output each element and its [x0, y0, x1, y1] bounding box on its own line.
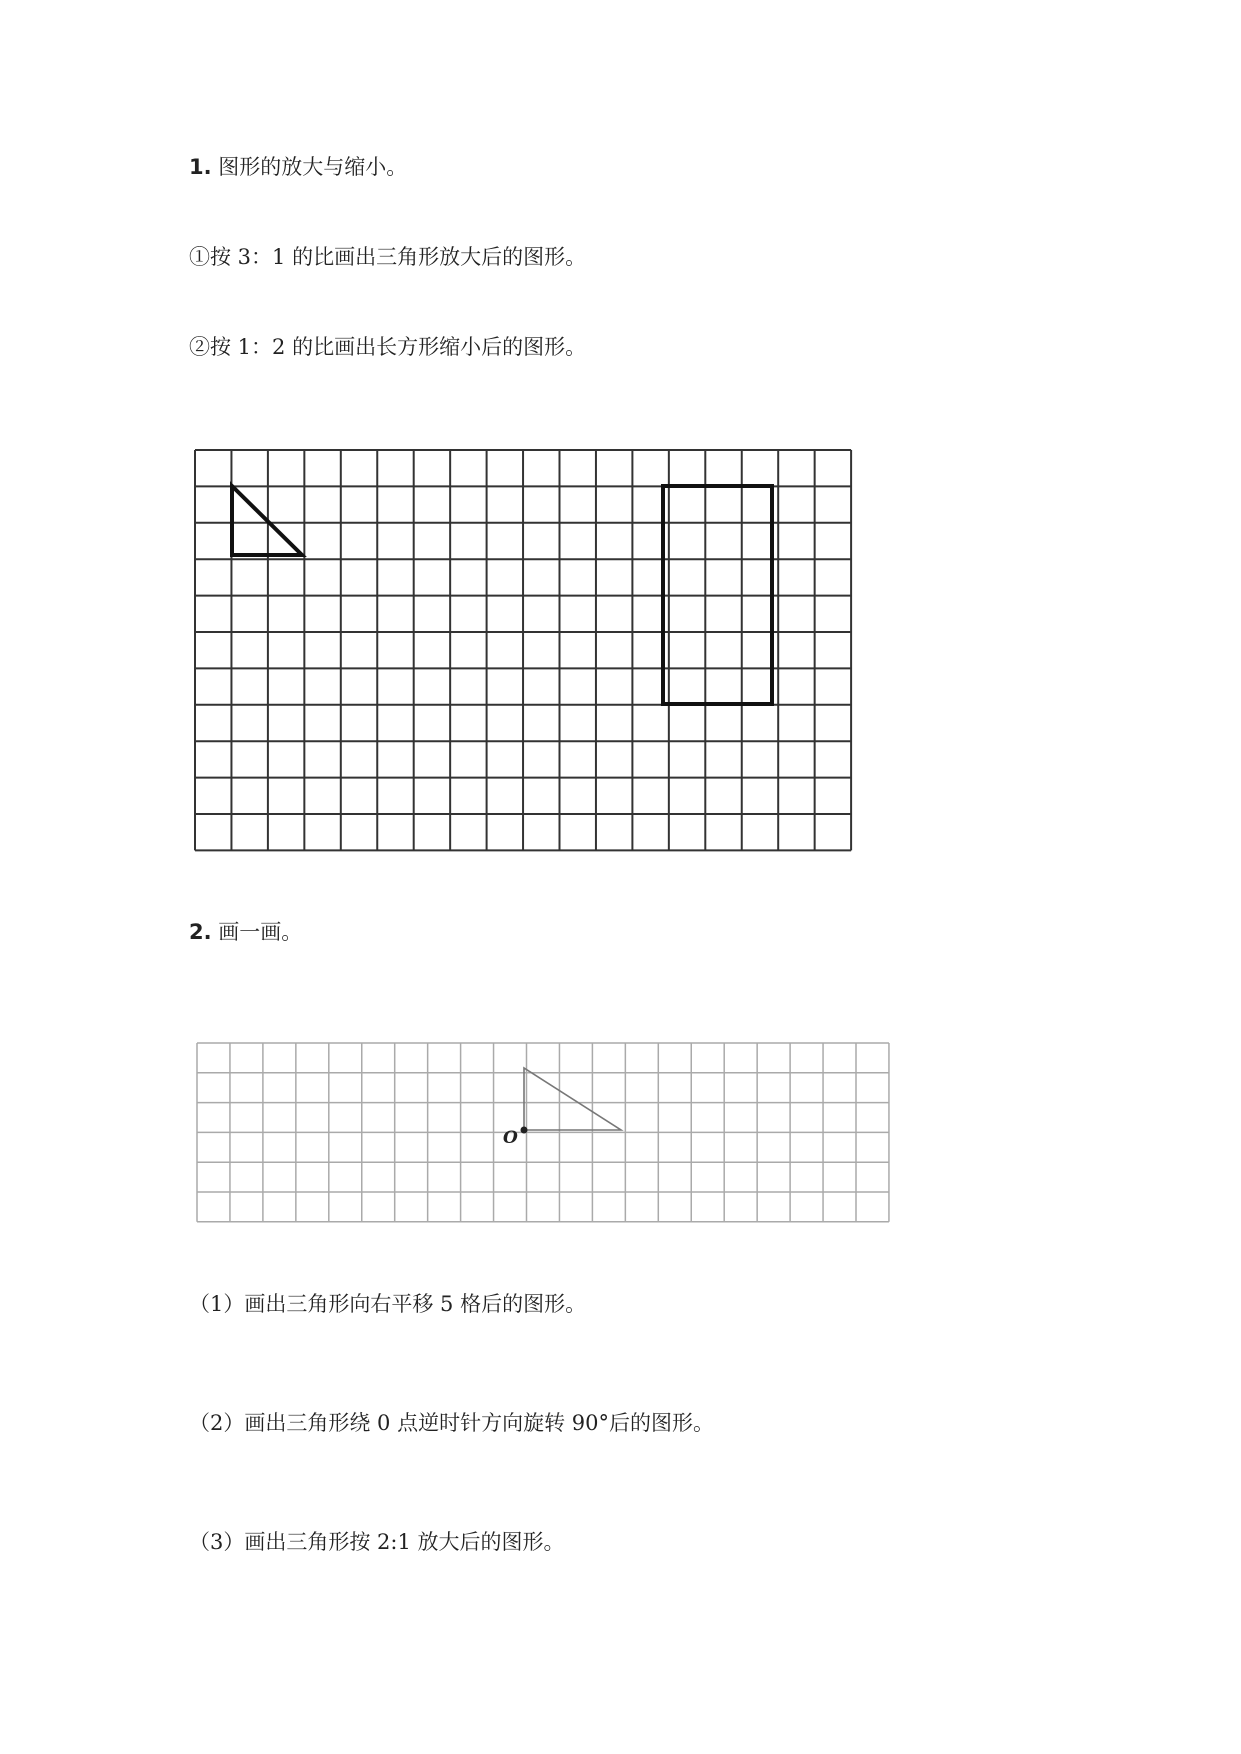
q2-subquestion-2: （2）画出三角形绕 0 点逆时针方向旋转 90°后的图形。: [189, 1411, 714, 1435]
q2-origin-label: O: [503, 1128, 518, 1148]
q2-subquestion-3: （3）画出三角形按 2:1 放大后的图形。: [189, 1530, 565, 1554]
q2-number: 2.: [189, 920, 212, 944]
q2-heading: [189, 918, 302, 946]
q1-title: 图形的放大与缩小。: [218, 155, 408, 179]
q1-number: 1.: [189, 155, 212, 179]
q2-subquestion-1: （1）画出三角形向右平移 5 格后的图形。: [189, 1292, 587, 1316]
q1-subquestion-1: ①按 3：1 的比画出三角形放大后的图形。: [189, 245, 587, 269]
q1-subquestion-2: ②按 1：2 的比画出长方形缩小后的图形。: [189, 335, 587, 359]
q1-triangle: [232, 486, 302, 555]
q2-origin-point: [521, 1127, 528, 1134]
q1-rectangle: [663, 486, 772, 704]
q2-title: 画一画。: [218, 920, 303, 944]
q1-heading: [189, 153, 407, 181]
q2-triangle: [524, 1068, 621, 1130]
